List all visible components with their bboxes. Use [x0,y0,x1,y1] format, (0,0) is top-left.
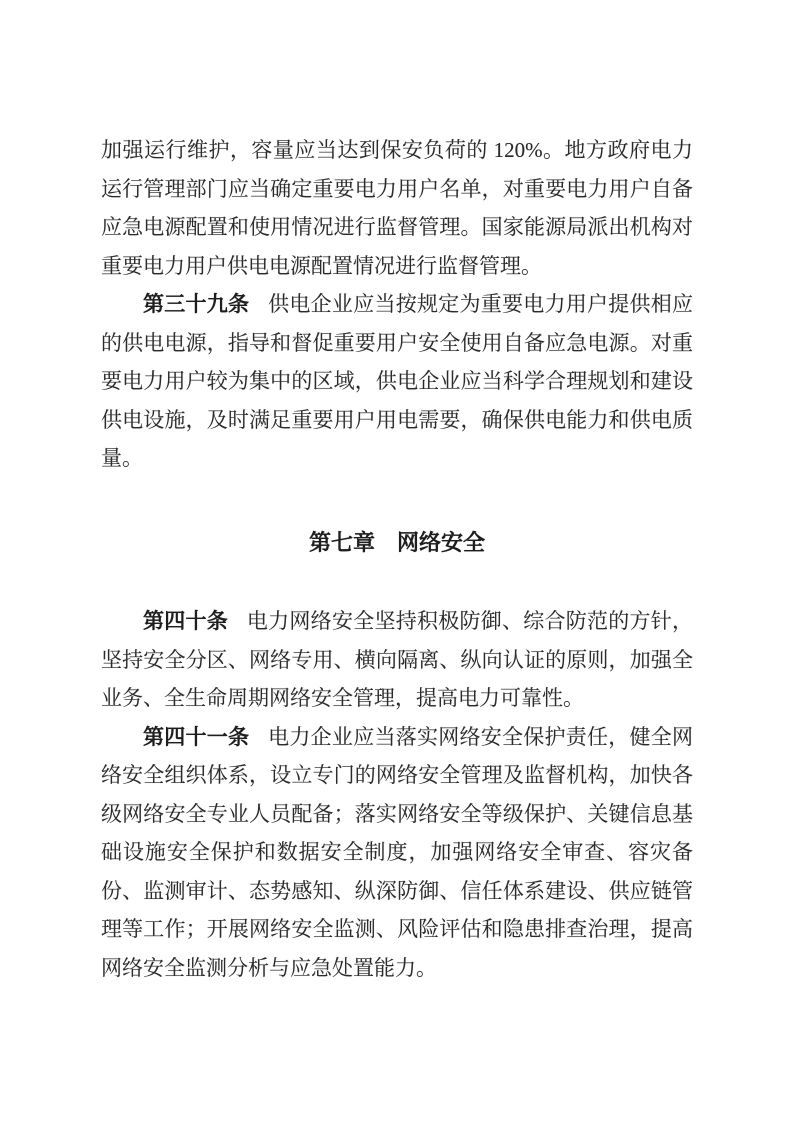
paragraph-carryover: 加强运行维护，容量应当达到保安负荷的 120%。地方政府电力运行管理部门应当确定重要电力用户名单，对重要电力用户自备应急电源配置和使用情况进行监督管理。国家能源局派出机构对重要电力用户供电电源配置情况进行监督管理。 [101,138,693,278]
article-39-label: 第三十九条 [143,292,250,316]
chapter-7-heading: 第七章 网络安全 [308,529,485,555]
paragraph-article-41 [101,718,693,988]
article-39-text: 供电企业应当按规定为重要电力用户提供相应的供电电源，指导和督促重要用户安全使用自备应急电源。对重要电力用户较为集中的区域，供电企业应当科学合理规划和建设供电设施，及时满足重要用户用电需要，确保供电能力和供电质量。 [101,292,694,470]
article-40-text: 电力网络安全坚持积极防御、综合防范的方针，坚持安全分区、网络专用、横向隔离、纵向认证的原则，加强全业务、全生命周期网络安全管理，提高电力可靠性。 [101,609,694,710]
article-41-text: 电力企业应当落实网络安全保护责任，健全网络安全组织体系，设立专门的网络安全管理及监督机构，加快各级网络安全专业人员配备；落实网络安全等级保护、关键信息基础设施安全保护和数据安全制度，加强网络安全审查、容灾备份、监测审计、态势感知、纵深防御、信任体系建设、供应链管理等工作；开展网络安全监测、风险评估和隐患排查治理，提高网络安全监测分析与应急处置能力。 [101,724,694,980]
article-40-label: 第四十条 [143,609,229,633]
page-content [101,131,693,987]
paragraph-article-40 [101,602,693,718]
article-41-label: 第四十一条 [143,724,250,749]
paragraph-article-39 [101,285,693,478]
